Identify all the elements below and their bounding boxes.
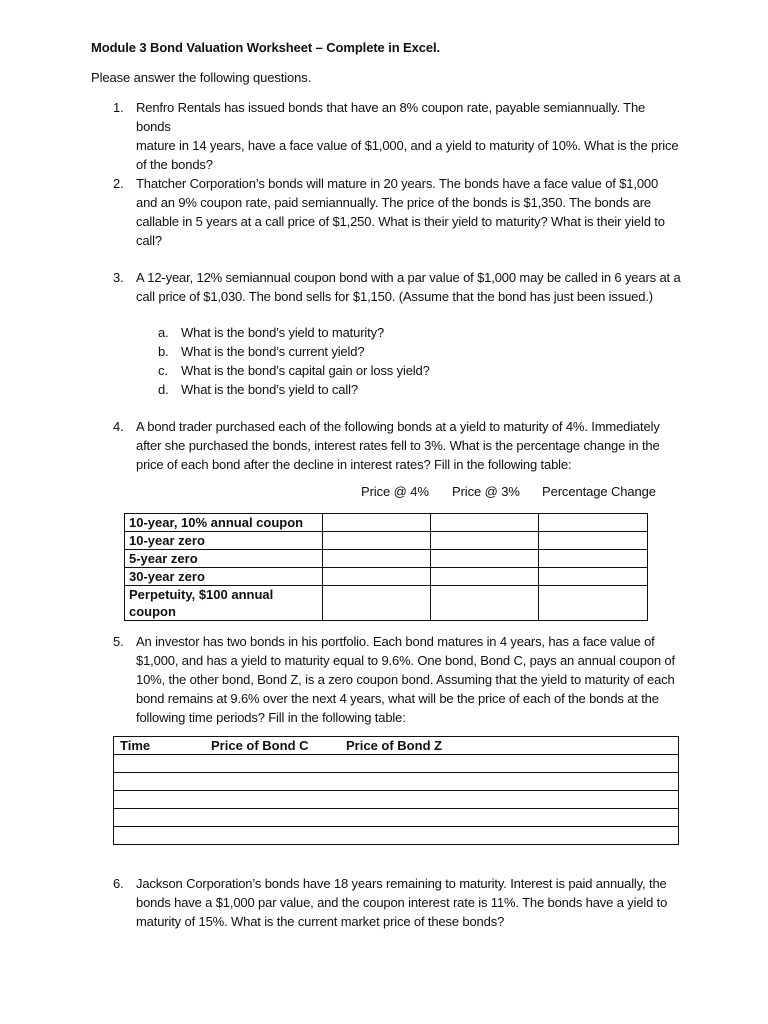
table-cell[interactable] bbox=[431, 586, 539, 621]
intro-text: Please answer the following questions. bbox=[91, 70, 312, 85]
table-row bbox=[125, 514, 648, 532]
table-cell[interactable] bbox=[539, 568, 648, 586]
table-cell[interactable] bbox=[539, 532, 648, 550]
question-line: following time periods? Fill in the following table: bbox=[136, 710, 406, 725]
question-line: call? bbox=[136, 233, 162, 248]
sub-question-d bbox=[158, 380, 358, 399]
question-line: Jackson Corporation’s bonds have 18 years remaining to maturity. Interest is paid annually, the bbox=[136, 876, 667, 891]
question-line: Renfro Rentals has issued bonds that have an 8% coupon rate, payable semiannually. The bonds bbox=[136, 100, 646, 134]
table-row bbox=[125, 550, 648, 568]
question-number: 5. bbox=[113, 634, 124, 649]
table-header-row bbox=[114, 737, 679, 755]
table-row bbox=[125, 568, 648, 586]
sub-letter: a. bbox=[158, 325, 169, 340]
table-cell[interactable] bbox=[114, 809, 679, 827]
table-row bbox=[114, 827, 679, 845]
question-line: of the bonds? bbox=[136, 157, 213, 172]
question-line: bond remains at 9.6% over the next 4 years, what will be the price of each of the bonds at the bbox=[136, 691, 659, 706]
question-line: A bond trader purchased each of the following bonds at a yield to maturity of 4%. Immediately bbox=[136, 419, 660, 434]
question-line: 10%, the other bond, Bond Z, is a zero coupon bond. Assuming that the yield to maturity of each bbox=[136, 672, 675, 687]
row-label: Perpetuity, $100 annual coupon bbox=[125, 586, 323, 621]
table-cell[interactable] bbox=[539, 514, 648, 532]
question-line: A 12-year, 12% semiannual coupon bond with a par value of $1,000 may be called in 6 years at a bbox=[136, 270, 681, 285]
col-header-pct-change: Percentage Change bbox=[542, 484, 656, 499]
table-row bbox=[114, 755, 679, 773]
col-header-time: Time bbox=[120, 738, 151, 753]
col-header-price-4: Price @ 4% bbox=[361, 484, 429, 499]
question-text bbox=[136, 417, 681, 474]
table-cell[interactable] bbox=[431, 568, 539, 586]
header-cell bbox=[114, 737, 679, 755]
row-label: 5-year zero bbox=[125, 550, 323, 568]
question-line: maturity of 15%. What is the current market price of these bonds? bbox=[136, 914, 505, 929]
table-cell[interactable] bbox=[114, 755, 679, 773]
table-cell[interactable] bbox=[114, 773, 679, 791]
question-line: $1,000, and has a yield to maturity equal to 9.6%. One bond, Bond C, pays an annual coupon of bbox=[136, 653, 675, 668]
table-cell[interactable] bbox=[323, 550, 431, 568]
col-header-bond-z: Price of Bond Z bbox=[346, 738, 443, 753]
table-row bbox=[114, 809, 679, 827]
question-text bbox=[136, 632, 681, 727]
row-label: 30-year zero bbox=[125, 568, 323, 586]
sub-question-c bbox=[158, 361, 430, 380]
sub-text: What is the bond’s current yield? bbox=[181, 344, 365, 359]
question-line: price of each bond after the decline in interest rates? Fill in the following table: bbox=[136, 457, 572, 472]
question-line: and an 9% coupon rate, paid semiannually. The price of the bonds is $1,350. The bonds are bbox=[136, 195, 651, 210]
bond-price-table bbox=[124, 513, 648, 621]
page-title: Module 3 Bond Valuation Worksheet – Complete in Excel. bbox=[91, 40, 441, 55]
sub-letter: d. bbox=[158, 382, 169, 397]
col-header-price-3: Price @ 3% bbox=[452, 484, 520, 499]
table-row bbox=[125, 532, 648, 550]
question-number: 1. bbox=[113, 100, 124, 115]
table-cell[interactable] bbox=[431, 532, 539, 550]
table-row bbox=[125, 586, 648, 621]
table-cell[interactable] bbox=[114, 827, 679, 845]
question-line: mature in 14 years, have a face value of $1,000, and a yield to maturity of 10%. What is the price bbox=[136, 138, 679, 153]
table-cell[interactable] bbox=[323, 514, 431, 532]
question-line: after she purchased the bonds, interest rates fell to 3%. What is the percentage change in the bbox=[136, 438, 660, 453]
table-cell[interactable] bbox=[323, 532, 431, 550]
question-line: Thatcher Corporation’s bonds will mature in 20 years. The bonds have a face value of $1,000 bbox=[136, 176, 659, 191]
sub-text: What is the bond’s yield to maturity? bbox=[181, 325, 385, 340]
table-cell[interactable] bbox=[323, 568, 431, 586]
question-number: 3. bbox=[113, 270, 124, 285]
sub-text: What is the bond’s capital gain or loss yield? bbox=[181, 363, 430, 378]
table-row bbox=[114, 791, 679, 809]
question-text bbox=[136, 268, 681, 306]
question-line: call price of $1,030. The bond sells for $1,150. (Assume that the bond has just been issued.) bbox=[136, 289, 653, 304]
row-label: 10-year zero bbox=[125, 532, 323, 550]
question-text bbox=[136, 98, 681, 174]
table-cell[interactable] bbox=[539, 586, 648, 621]
table-cell[interactable] bbox=[539, 550, 648, 568]
table-cell[interactable] bbox=[323, 586, 431, 621]
question-line: An investor has two bonds in his portfolio. Each bond matures in 4 years, has a face value of bbox=[136, 634, 655, 649]
question-number: 2. bbox=[113, 176, 124, 191]
sub-text: What is the bond’s yield to call? bbox=[181, 382, 358, 397]
bond-time-table bbox=[113, 736, 679, 845]
col-header-bond-c: Price of Bond C bbox=[211, 738, 309, 753]
table-cell[interactable] bbox=[431, 514, 539, 532]
question-text bbox=[136, 874, 681, 931]
question-line: callable in 5 years at a call price of $1,250. What is their yield to maturity? What is their yield to bbox=[136, 214, 665, 229]
sub-question-a bbox=[158, 323, 384, 342]
question-line: bonds have a $1,000 par value, and the coupon interest rate is 11%. The bonds have a yield to bbox=[136, 895, 668, 910]
table-cell[interactable] bbox=[114, 791, 679, 809]
question-number: 4. bbox=[113, 419, 124, 434]
sub-letter: c. bbox=[158, 363, 168, 378]
sub-letter: b. bbox=[158, 344, 169, 359]
table-row bbox=[114, 773, 679, 791]
table-cell[interactable] bbox=[431, 550, 539, 568]
question-number: 6. bbox=[113, 876, 124, 891]
row-label: 10-year, 10% annual coupon bbox=[125, 514, 323, 532]
sub-question-b bbox=[158, 342, 364, 361]
question-text bbox=[136, 174, 681, 250]
